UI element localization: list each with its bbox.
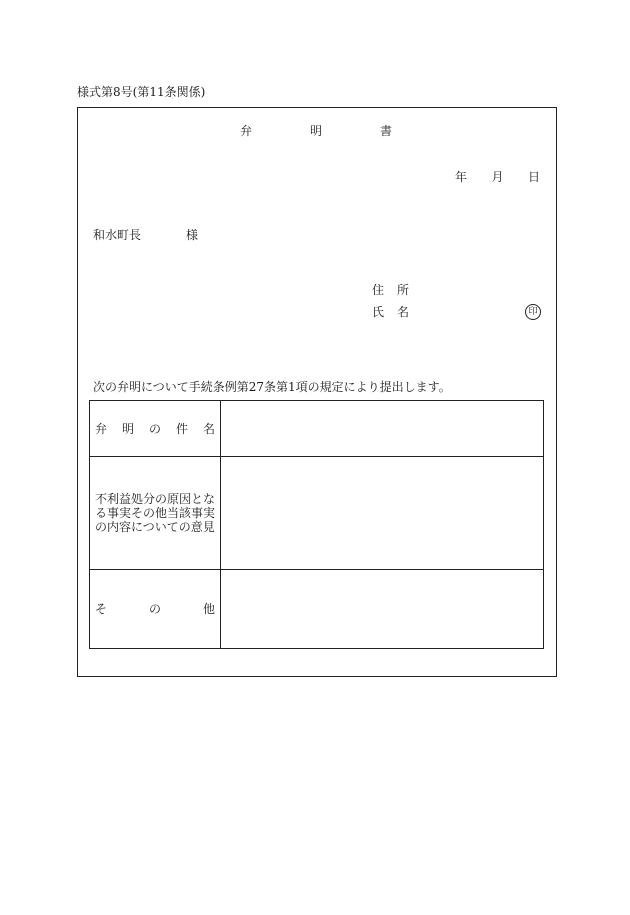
title-char: 弁 [240,124,253,138]
name-label [372,305,409,319]
label-line: の内容についての意見 [95,520,215,534]
intro-text: 次の弁明について手続条例第27条第1項の規定により提出します。 [93,380,451,394]
opinion-label [90,457,221,570]
name-char: 名 [396,305,409,319]
label-char: の [149,421,162,436]
document-title [240,124,392,138]
label-char: 件 [176,421,189,436]
date-line [455,170,540,184]
day-label: 日 [527,170,540,184]
opinion-value[interactable] [221,457,544,570]
title-char: 書 [379,124,392,138]
label-line: 不利益処分の原因とな [95,492,216,506]
explanation-table [89,400,544,649]
label-char: 他 [203,602,216,616]
label-char: そ [95,602,108,616]
name-char: 氏 [372,305,385,319]
title-char: 明 [309,124,322,138]
label-char: の [149,602,162,616]
honorific: 様 [186,228,199,242]
addressee [93,228,198,242]
table-row [90,457,544,570]
subject-value[interactable] [221,401,544,457]
other-value[interactable] [221,570,544,649]
address-label [372,283,409,297]
label-line: る事実その他当該事実 [95,506,216,520]
table-row [90,401,544,457]
address-char: 住 [372,283,385,297]
label-char: 明 [122,421,135,436]
address-char: 所 [396,283,409,297]
table-row [90,570,544,649]
seal-icon: 印 [525,304,541,320]
year-label: 年 [455,170,468,184]
subject-label [90,401,221,457]
form-number: 様式第8号(第11条関係) [77,85,206,99]
label-char: 弁 [95,421,108,436]
other-label [90,570,221,649]
label-char: 名 [203,421,216,436]
addressee-name: 和水町長 [93,228,142,242]
month-label: 月 [491,170,504,184]
